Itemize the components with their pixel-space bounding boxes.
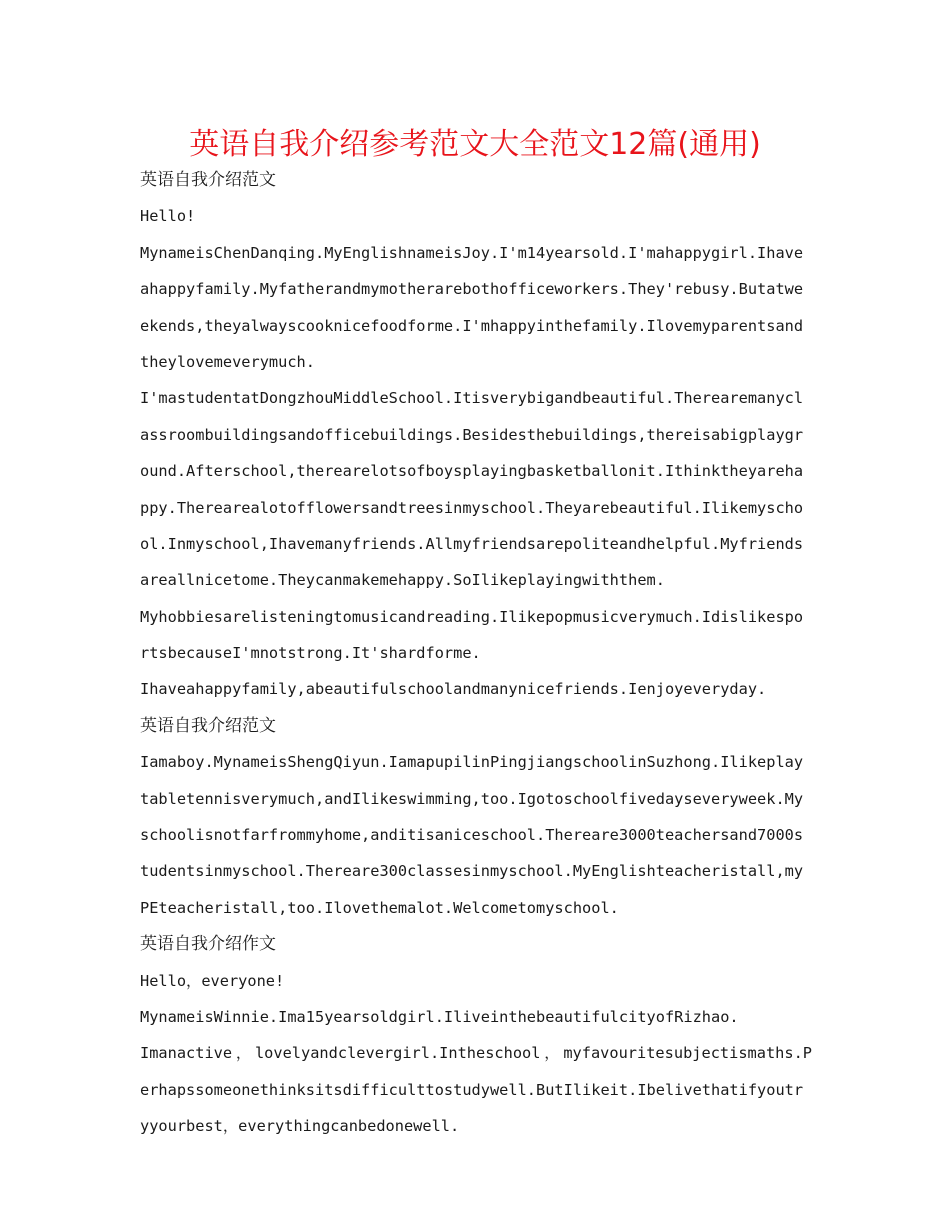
paragraph-line: erhapssomeonethinksitsdifficulttostudywell.ButIlikeit.Ibelivethatifyoutr: [140, 1080, 804, 1099]
paragraph-line: Ihaveahappyfamily,abeautifulschoolandmanynicefriends.Ienjoyeveryday.: [140, 680, 767, 699]
paragraph-line: rtsbecauseI'mnotstrong.It'shardforme.: [140, 644, 481, 663]
section-heading: 英语自我介绍范文: [140, 170, 276, 190]
paragraph-line: MynameisWinnie.Ima15yearsoldgirl.IliveinthebeautifulcityofRizhao.: [140, 1007, 739, 1026]
paragraph-line: schoolisnotfarfrommyhome,anditisaniceschool.Thereare3000teachersand7000s: [140, 826, 804, 845]
paragraph-line: Myhobbiesarelisteningtomusicandreading.Ilikepopmusicverymuch.Idislikespo: [140, 607, 804, 626]
paragraph-line: yyourbest，everythingcanbedonewell.: [140, 1117, 460, 1136]
section-heading: 英语自我介绍作文: [140, 934, 276, 955]
paragraph-line: tudentsinmyschool.Thereare300classesinmyschool.MyEnglishteacheristall,my: [140, 862, 804, 881]
paragraph-line: I'mastudentatDongzhouMiddleSchool.Itisverybigandbeautiful.Therearemanycl: [140, 389, 804, 408]
paragraph-line: ahappyfamily.Myfatherandmymotherarebothofficeworkers.They'rebusy.Butatwe: [140, 280, 804, 299]
paragraph-line: tabletennisverymuch,andIlikeswimming,too.Igotoschoolfivedayseveryweek.My: [140, 789, 804, 808]
paragraph-line: ol.Inmyschool,Ihavemanyfriends.Allmyfriendsarepoliteandhelpful.Myfriends: [140, 534, 804, 553]
document-body: [140, 162, 812, 1145]
document-title: 英语自我介绍参考范文大全范文12篇(通用): [189, 127, 761, 162]
paragraph-line: Iamaboy.MynameisShengQiyun.IamapupilinPingjiangschoolinSuzhong.Ilikeplay: [140, 753, 804, 772]
paragraph-line: theylovemeverymuch.: [140, 352, 315, 371]
paragraph-line: Hello，everyone!: [140, 971, 285, 990]
paragraph-line: ekends,theyalwayscooknicefoodforme.I'mhappyinthefamily.Ilovemyparentsand: [140, 316, 804, 335]
paragraph-line: MynameisChenDanqing.MyEnglishnameisJoy.I'm14yearsold.I'mahappygirl.Ihave: [140, 243, 804, 262]
paragraph-line: ound.Afterschool,therearelotsofboysplayingbasketballonit.Ithinktheyareha: [140, 462, 804, 481]
paragraph-line: assroombuildingsandofficebuildings.Besidesthebuildings,thereisabigplaygr: [140, 425, 804, 444]
paragraph-line: ppy.Therearealotofflowersandtreesinmyschool.Theyarebeautiful.Ilikemyscho: [140, 498, 804, 517]
section-heading: 英语自我介绍范文: [140, 715, 276, 736]
paragraph-line: Imanactive，lovelyandclevergirl.Intheschool，myfavouritesubjectismaths.P: [140, 1044, 812, 1063]
paragraph-line: PEteacheristall,too.Ilovethemalot.Welcometomyschool.: [140, 898, 619, 917]
paragraph-line: areallnicetome.Theycanmakemehappy.SoIlikeplayingwiththem.: [140, 571, 665, 590]
paragraph-line: Hello!: [140, 207, 196, 226]
